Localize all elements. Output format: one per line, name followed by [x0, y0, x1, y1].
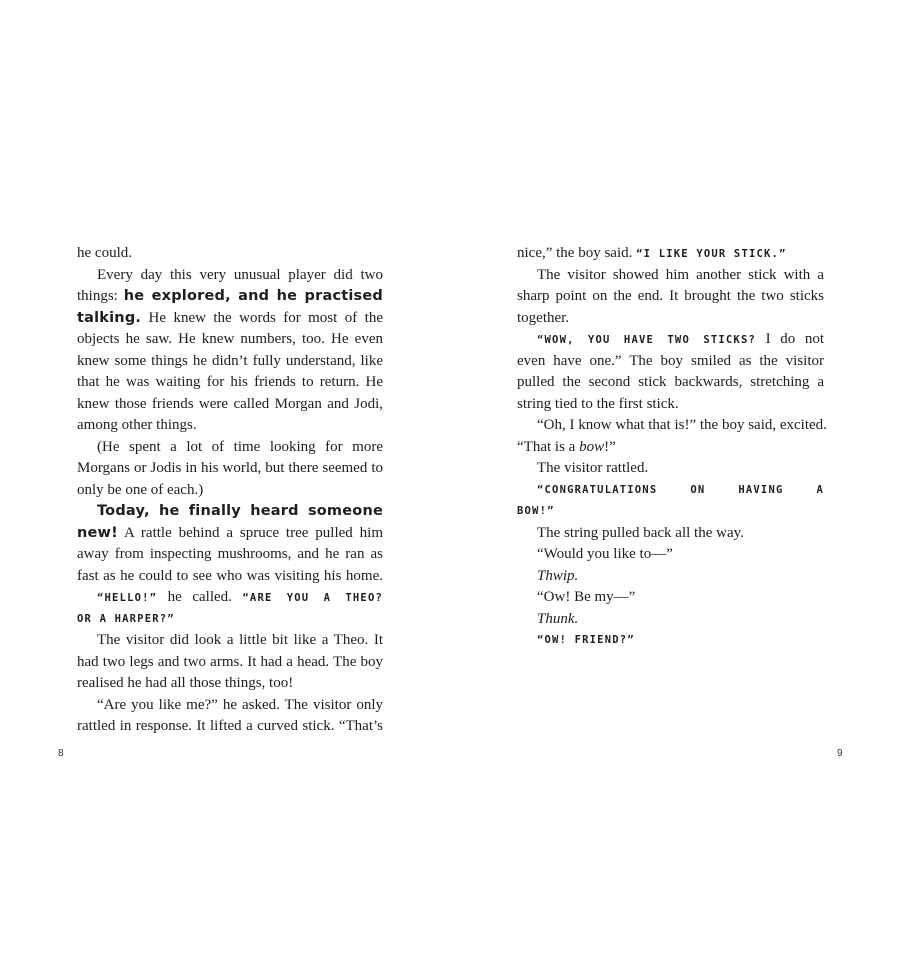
text-span: I do not [756, 331, 824, 347]
text-line: sharp point on the end. It brought the two sticks [517, 288, 824, 304]
robot-speech: “I LIKE YOUR STICK.” [636, 248, 787, 260]
text-span: nice,” the boy said. [517, 245, 637, 261]
text-span: He knew the words for most of the [141, 309, 383, 326]
text-line: had two legs and two arms. It had a head. The boy [77, 653, 383, 670]
sound-effect: Thwip. [537, 567, 579, 584]
right-page [517, 243, 827, 652]
text-line [77, 587, 383, 609]
text-line [77, 286, 383, 308]
text-line [517, 243, 824, 265]
text-line [77, 523, 383, 545]
robot-speech: “HELLO!” [97, 592, 158, 604]
text-line: knew some things he didn’t fully understand, like [77, 352, 383, 369]
text-line [517, 437, 824, 459]
text-line: pulled the second stick backwards, stretching a [517, 374, 824, 390]
text-line: realised he had all those things, too! [77, 675, 294, 691]
text-line: he could. [77, 245, 132, 261]
text-line: rattled in response. It lifted a curved stick. “That’s [77, 718, 383, 734]
text-line: that he was waiting for his friends to return. He [77, 374, 383, 390]
text-line: Morgans or Jodis in his world, but there seemed to [77, 460, 383, 476]
text-span: he called. [157, 589, 243, 605]
text-line: together. [517, 309, 570, 326]
page-number-left: 8 [58, 748, 64, 759]
text-line [517, 329, 824, 351]
text-line: The visitor rattled. [537, 460, 649, 476]
emphasis-text: he explored, and he practised [123, 288, 384, 304]
text-line [77, 308, 383, 330]
text-line: “Oh, I know what that is!” the boy said, excited. [537, 417, 827, 433]
text-line: The visitor did look a little bit like a Theo. It [97, 632, 383, 648]
robot-speech-line: “OW! FRIEND?” [537, 634, 635, 646]
page-number-right: 9 [837, 748, 843, 759]
text-line: even have one.” The boy smiled as the visitor [517, 352, 824, 369]
text-line: The visitor showed him another stick with a [537, 266, 824, 283]
text-span: !” [604, 438, 616, 455]
text-line: The string pulled back all the way. [537, 524, 744, 541]
text-line: Every day this very unusual player did two [97, 266, 383, 283]
text-line: “Ow! Be my—” [537, 589, 636, 605]
sound-effect: Thunk. [537, 610, 579, 627]
robot-speech-line: BOW!” [517, 505, 555, 517]
text-span: “That is a [517, 438, 580, 455]
robot-speech-line: “CONGRATULATIONS ON HAVING A [537, 483, 824, 496]
text-line: among other things. [77, 417, 197, 433]
text-line: only be one of each.) [77, 481, 204, 498]
robot-speech: “ARE YOU A THEO? [242, 592, 383, 604]
text-line: “Would you like to—” [537, 546, 673, 562]
emphasis-text: talking. [77, 309, 142, 326]
robot-speech-line: OR A HARPER?” [77, 612, 175, 625]
emphasis-text: new! [77, 524, 118, 541]
text-line: fast as he could to see who was visiting his home. [77, 567, 383, 584]
left-page [77, 243, 383, 738]
robot-speech: “WOW, YOU HAVE TWO STICKS? [537, 334, 756, 346]
text-line: knew those friends were called Morgan and Jodi, [77, 395, 383, 412]
text-span: things: [77, 288, 124, 304]
italic-text: bow [579, 438, 605, 455]
text-span: A rattle behind a spruce tree pulled him [117, 524, 383, 541]
text-line: string tied to the first stick. [517, 395, 679, 412]
text-line: away from inspecting mushrooms, and he ran as [77, 546, 383, 562]
text-line: (He spent a lot of time looking for more [97, 438, 383, 455]
emphasis-line: Today, he finally heard someone [97, 503, 383, 519]
text-line: “Are you like me?” he asked. The visitor only [97, 696, 383, 713]
text-line: objects he saw. He knew numbers, too. He even [77, 331, 383, 347]
